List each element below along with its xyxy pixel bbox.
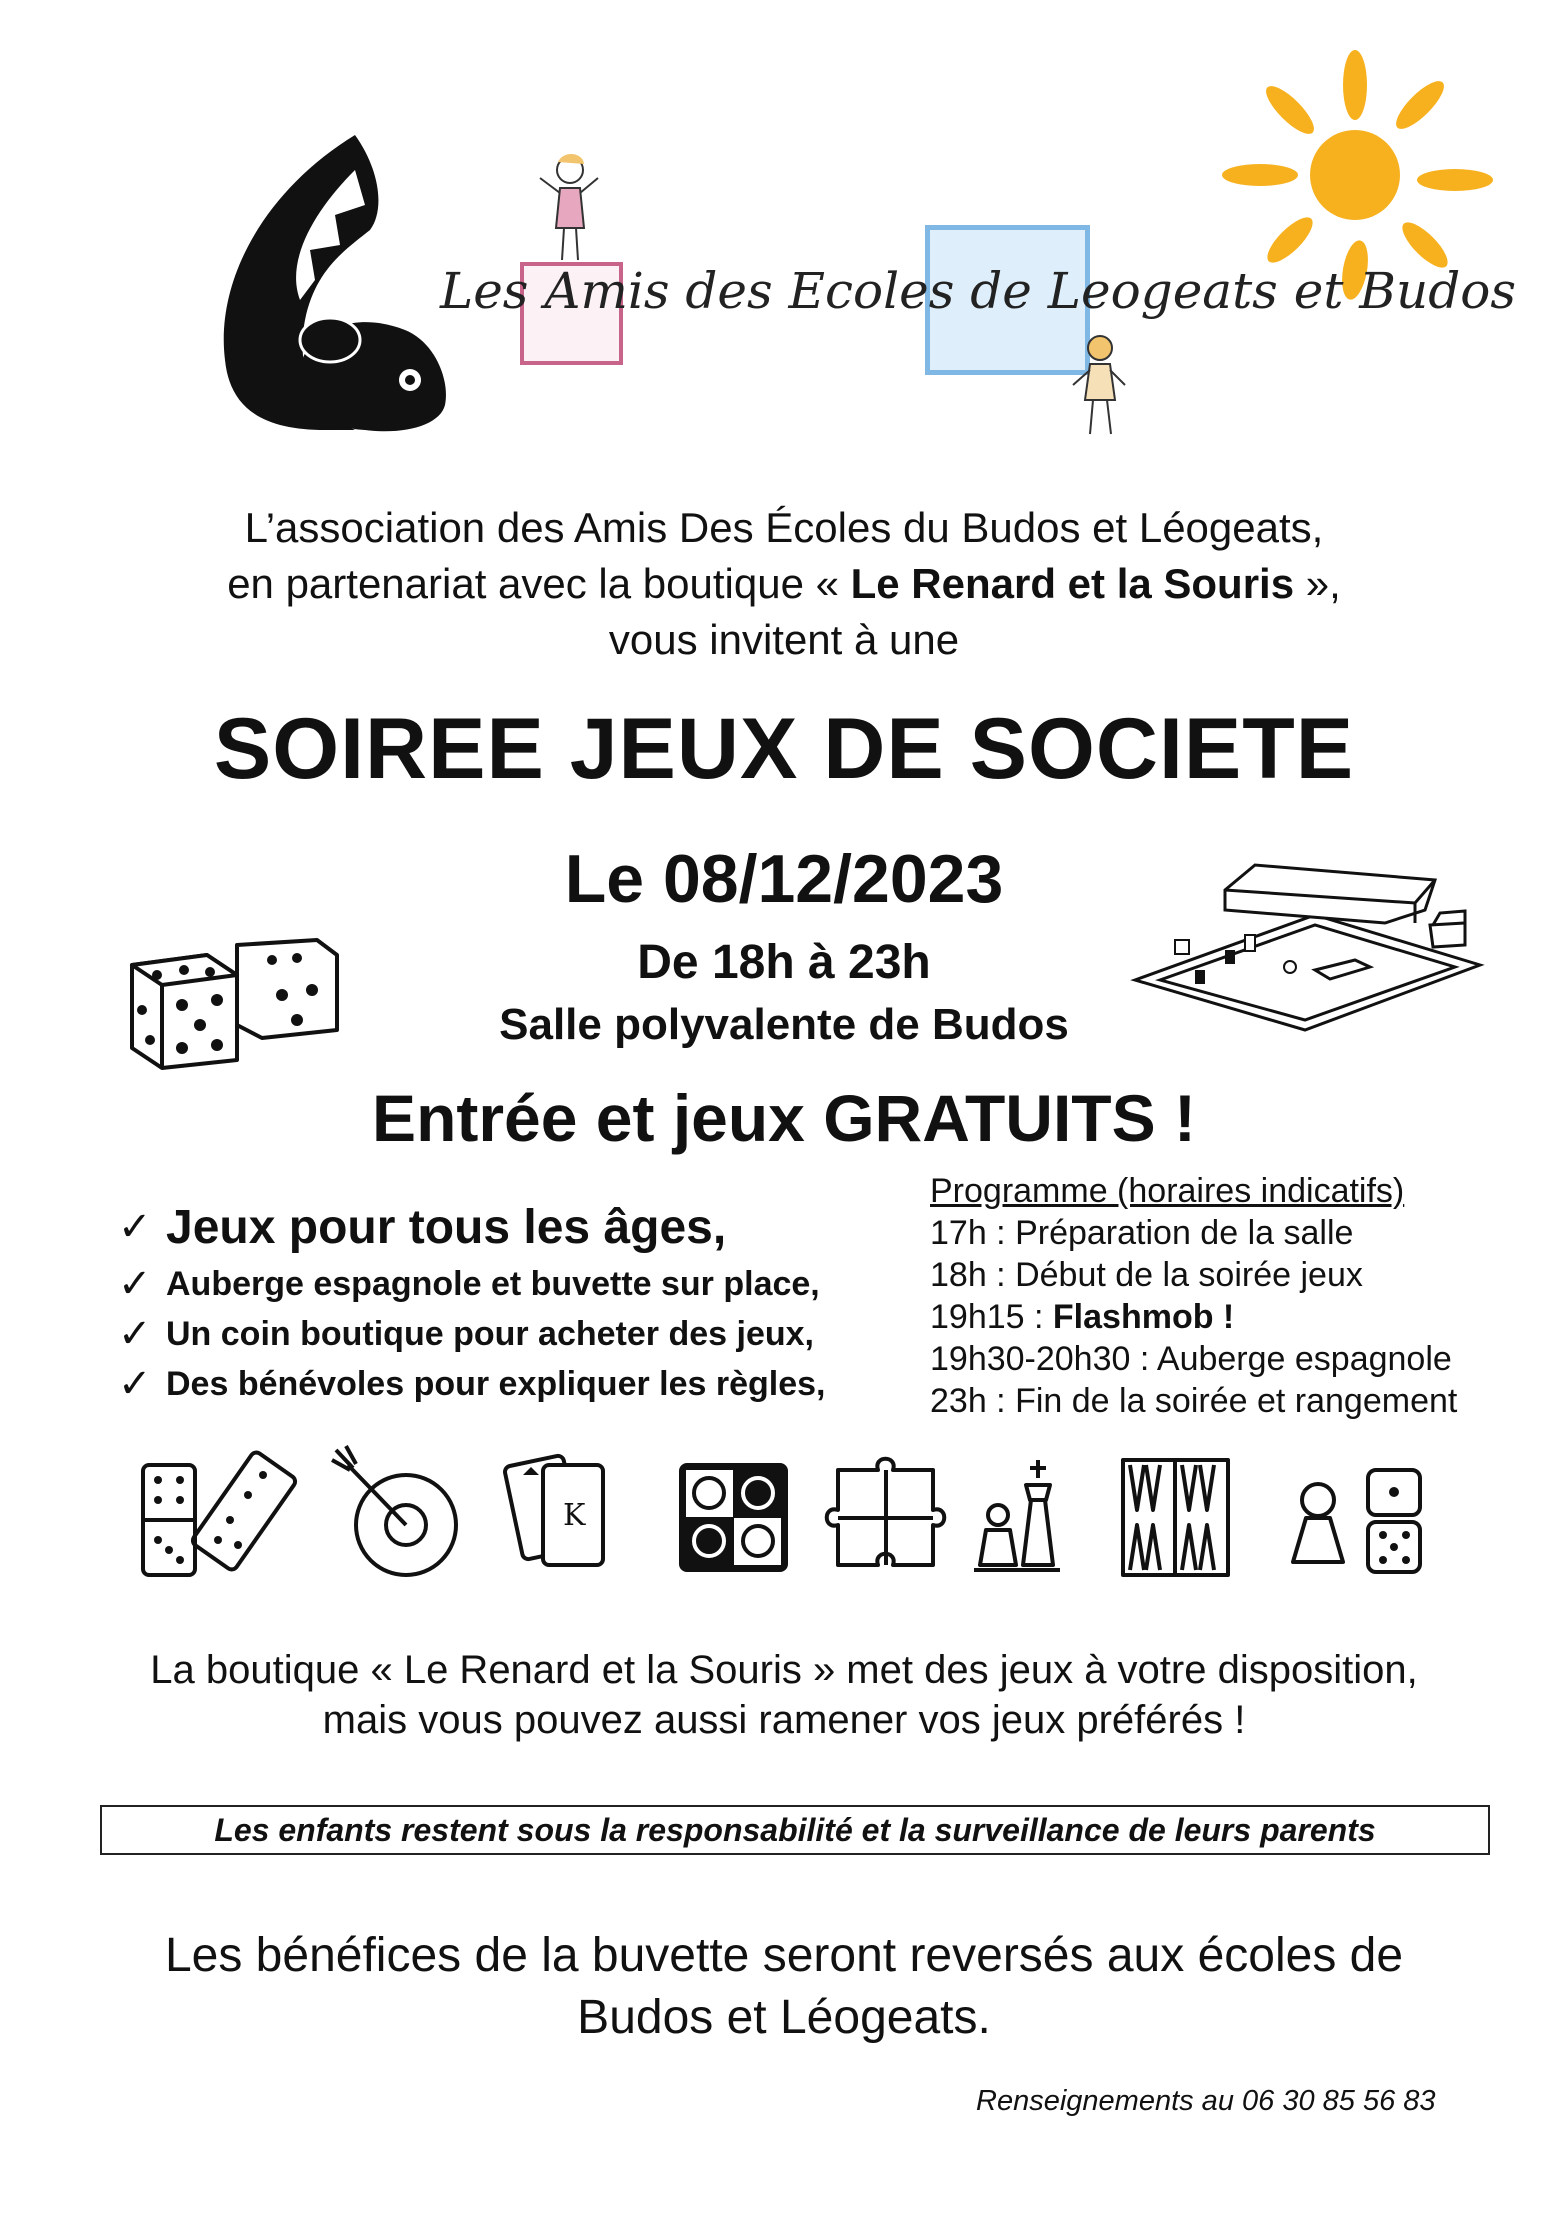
- intro-text: [0, 500, 1568, 668]
- benefits-line-1: Les bénéfices de la buvette seront reversés aux écoles de: [164, 1929, 1404, 1982]
- warning-box: [100, 1805, 1490, 1855]
- event-date: Le 08/12/2023: [564, 841, 1004, 917]
- list-item: [118, 1259, 825, 1309]
- programme-time: 19h30-20h30 :: [930, 1340, 1150, 1378]
- list-item: [118, 1309, 825, 1359]
- checkmark-icon: ✓: [118, 1261, 152, 1307]
- checkmark-icon: ✓: [118, 1204, 152, 1250]
- benefits-line-2: Budos et Léogeats.: [577, 1991, 991, 2044]
- event-hours: De 18h à 23h: [637, 936, 931, 989]
- programme-time: 17h :: [930, 1214, 1006, 1252]
- programme-label: Fin de la soirée et rangement: [1015, 1382, 1458, 1420]
- programme-item: [930, 1296, 1457, 1338]
- programme-time: 23h :: [930, 1382, 1006, 1420]
- programme-time: 19h15 :: [930, 1298, 1044, 1336]
- programme-label: Flashmob !: [1052, 1298, 1235, 1336]
- feature-label: Auberge espagnole et buvette sur place,: [166, 1264, 820, 1303]
- chess-pieces-icon: [974, 1460, 1060, 1570]
- checkers-board-icon: [681, 1465, 786, 1570]
- game-icons-row: [138, 1440, 1478, 1590]
- programme-label: Début de la soirée jeux: [1015, 1256, 1363, 1294]
- programme-item: [930, 1212, 1457, 1254]
- pawn-dice-icon: [1293, 1470, 1420, 1572]
- programme-title: Programme (horaires indicatifs): [930, 1172, 1405, 1210]
- shop-name: Le Renard et la Souris: [850, 560, 1295, 607]
- puzzle-icon: [827, 1459, 945, 1565]
- feature-label: Un coin boutique pour acheter des jeux,: [166, 1314, 814, 1353]
- logo-text: Les Amis des Ecoles de Leogeats et Budos: [440, 262, 1517, 320]
- svg-text:K: K: [563, 1498, 586, 1533]
- event-title: SOIREE JEUX DE SOCIETE: [213, 701, 1355, 797]
- programme-label: Auberge espagnole: [1156, 1340, 1452, 1378]
- programme-item: [930, 1338, 1457, 1380]
- child-figure-icon: [528, 148, 608, 268]
- intro-line-2-pre: en partenariat avec la boutique «: [227, 560, 851, 607]
- intro-line-1: L’association des Amis Des Écoles du Budos et Léogeats,: [244, 504, 1324, 551]
- warning-text: Les enfants restent sous la responsabilité et la surveillance de leurs parents: [214, 1811, 1376, 1848]
- checkmark-icon: ✓: [118, 1361, 152, 1407]
- checkmark-icon: ✓: [118, 1311, 152, 1357]
- programme-label: Préparation de la salle: [1015, 1214, 1354, 1252]
- event-free-entry: Entrée et jeux GRATUITS !: [372, 1081, 1196, 1155]
- features-list: [118, 1195, 825, 1409]
- feature-label: Des bénévoles pour expliquer les règles,: [166, 1364, 826, 1403]
- shop-note: [0, 1645, 1568, 1745]
- programme: [930, 1170, 1457, 1422]
- programme-item: [930, 1380, 1457, 1422]
- list-item: [118, 1359, 825, 1409]
- board-game-icon: [1115, 855, 1495, 1035]
- programme-item: [930, 1254, 1457, 1296]
- intro-line-3: vous invitent à une: [608, 616, 960, 663]
- domino-icon: [143, 1450, 297, 1575]
- programme-time: 18h :: [930, 1256, 1006, 1294]
- child-figure-icon: [1065, 330, 1135, 440]
- benefits-note: [0, 1925, 1568, 2049]
- backgammon-icon: [1123, 1460, 1228, 1575]
- intro-line-2: [0, 556, 1568, 612]
- feature-label: Jeux pour tous les âges,: [166, 1200, 727, 1254]
- intro-line-2-post: »,: [1294, 560, 1341, 607]
- shop-note-line-2: mais vous pouvez aussi ramener vos jeux préférés !: [322, 1698, 1246, 1742]
- contact-info: Renseignements au 06 30 85 56 83: [976, 2085, 1436, 2117]
- list-item: [118, 1195, 825, 1259]
- event-place: Salle polyvalente de Budos: [499, 1000, 1069, 1049]
- darts-target-icon: [332, 1446, 456, 1575]
- fox-mouse-icon: [205, 130, 450, 440]
- playing-cards-icon: [504, 1455, 603, 1565]
- dice-icon: [122, 930, 342, 1070]
- shop-note-line-1: La boutique « Le Renard et la Souris » met des jeux à votre disposition,: [150, 1648, 1418, 1692]
